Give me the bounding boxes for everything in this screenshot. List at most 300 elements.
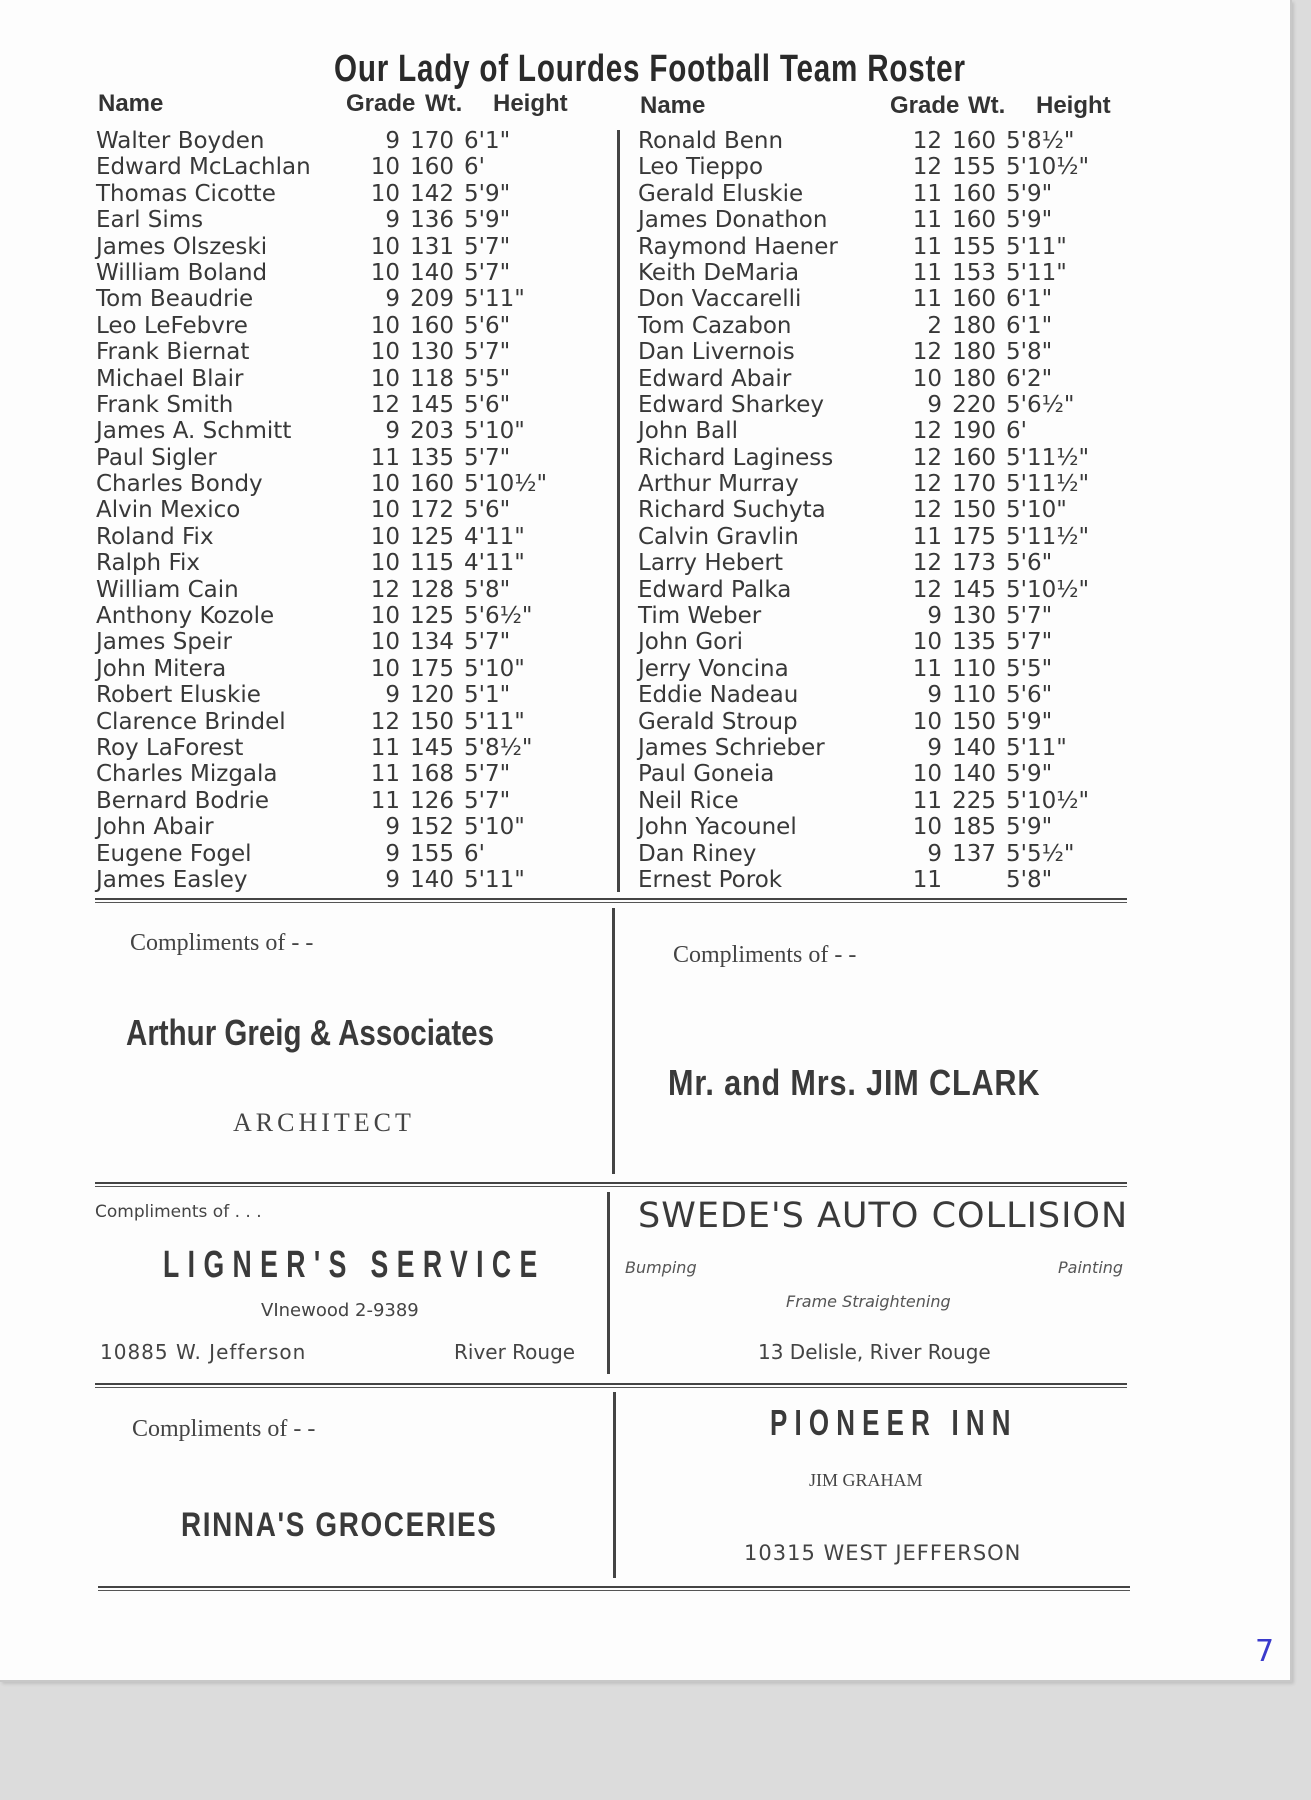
player-grade: 10 bbox=[370, 365, 400, 392]
roster-row bbox=[96, 524, 584, 550]
player-height: 5'5" bbox=[464, 365, 511, 392]
swede-frame: Frame Straightening bbox=[786, 1292, 951, 1311]
player-weight: 130 bbox=[952, 603, 996, 630]
roster-row bbox=[96, 603, 584, 629]
player-grade: 11 bbox=[912, 286, 942, 313]
player-weight: 145 bbox=[410, 391, 454, 418]
player-grade: 10 bbox=[912, 708, 942, 735]
player-grade: 12 bbox=[912, 339, 942, 366]
player-height: 6' bbox=[464, 154, 485, 181]
player-height: 5'10" bbox=[464, 655, 525, 682]
player-name: Calvin Gravlin bbox=[638, 523, 799, 550]
ligner-phone: VInewood 2-9389 bbox=[261, 1300, 419, 1321]
player-height: 5'6½" bbox=[464, 603, 533, 630]
player-grade: 12 bbox=[912, 154, 942, 181]
greig-name: Arthur Greig & Associates bbox=[126, 1012, 495, 1053]
player-weight: 137 bbox=[952, 840, 996, 867]
player-grade: 9 bbox=[927, 840, 942, 867]
player-name: Anthony Kozole bbox=[96, 603, 275, 630]
roster-row bbox=[638, 497, 1126, 523]
player-grade: 11 bbox=[912, 523, 942, 550]
player-name: Roland Fix bbox=[96, 523, 214, 550]
player-weight: 155 bbox=[952, 233, 996, 260]
player-height: 5'8" bbox=[1006, 339, 1053, 366]
player-name: James Speir bbox=[96, 629, 232, 656]
player-name: Ernest Porok bbox=[638, 866, 783, 893]
player-name: Paul Sigler bbox=[96, 444, 217, 471]
pioneer-address: 10315 WEST JEFFERSON bbox=[744, 1541, 1022, 1565]
roster-row bbox=[638, 577, 1126, 603]
player-height: 5'9" bbox=[1006, 207, 1053, 234]
roster-row bbox=[638, 735, 1126, 761]
ad-divider bbox=[607, 1192, 610, 1374]
player-grade: 11 bbox=[912, 866, 942, 893]
ad-divider bbox=[612, 908, 615, 1174]
player-height: 5'5" bbox=[1006, 655, 1053, 682]
player-grade: 9 bbox=[385, 814, 400, 841]
player-weight: 153 bbox=[952, 259, 996, 286]
player-name: Walter Boyden bbox=[96, 128, 265, 154]
player-name: Larry Hebert bbox=[638, 550, 784, 577]
player-height: 5'6" bbox=[464, 391, 511, 418]
player-grade: 12 bbox=[912, 128, 942, 154]
roster-row bbox=[96, 392, 584, 418]
player-name: Dan Riney bbox=[638, 840, 757, 867]
roster-row bbox=[638, 366, 1126, 392]
player-name: Ralph Fix bbox=[96, 550, 201, 577]
roster-row bbox=[96, 181, 584, 207]
player-weight: 145 bbox=[410, 734, 454, 761]
player-weight: 150 bbox=[952, 708, 996, 735]
player-height: 5'11½" bbox=[1006, 523, 1090, 550]
header-height-left: Height bbox=[493, 90, 568, 117]
pioneer-owner: JIM GRAHAM bbox=[809, 1470, 923, 1490]
ligner-name: LIGNER'S SERVICE bbox=[163, 1244, 546, 1286]
player-grade: 11 bbox=[912, 207, 942, 234]
player-name: Don Vaccarelli bbox=[638, 286, 802, 313]
player-grade: 11 bbox=[370, 734, 400, 761]
player-height: 5'11½" bbox=[1006, 471, 1090, 498]
player-weight: 134 bbox=[410, 629, 454, 656]
roster-left bbox=[96, 128, 584, 893]
roster-row bbox=[638, 841, 1126, 867]
roster-row bbox=[96, 841, 584, 867]
player-weight: 225 bbox=[952, 787, 996, 814]
swede-painting: Painting bbox=[1058, 1258, 1124, 1277]
player-height: 5'6½" bbox=[1006, 391, 1075, 418]
player-weight: 175 bbox=[410, 655, 454, 682]
player-grade: 9 bbox=[927, 682, 942, 709]
player-weight: 110 bbox=[952, 682, 996, 709]
player-name: Ronald Benn bbox=[638, 128, 784, 154]
player-weight: 190 bbox=[952, 418, 996, 445]
player-grade: 11 bbox=[912, 233, 942, 260]
player-height: 5'9" bbox=[464, 207, 511, 234]
player-name: John Mitera bbox=[96, 655, 227, 682]
player-height: 5'11" bbox=[464, 708, 525, 735]
roster-row bbox=[96, 366, 584, 392]
player-grade: 11 bbox=[370, 444, 400, 471]
player-grade: 9 bbox=[385, 840, 400, 867]
roster-row bbox=[96, 788, 584, 814]
header-wt-right: Wt. bbox=[968, 92, 1006, 119]
player-grade: 10 bbox=[370, 259, 400, 286]
player-weight: 170 bbox=[410, 128, 454, 154]
player-weight: 110 bbox=[952, 655, 996, 682]
ligner-compliments: Compliments of . . . bbox=[95, 1202, 262, 1222]
player-grade: 10 bbox=[370, 629, 400, 656]
player-weight: 115 bbox=[410, 550, 454, 577]
player-grade: 12 bbox=[912, 497, 942, 524]
divider-rule bbox=[98, 1586, 1130, 1591]
player-grade: 9 bbox=[385, 286, 400, 313]
player-weight: 173 bbox=[952, 550, 996, 577]
player-grade: 12 bbox=[912, 418, 942, 445]
header-name-right: Name bbox=[640, 92, 706, 119]
player-weight: 209 bbox=[410, 286, 454, 313]
roster-row bbox=[96, 761, 584, 787]
player-name: Richard Suchyta bbox=[638, 497, 826, 524]
roster-row bbox=[96, 234, 584, 260]
roster-row bbox=[638, 788, 1126, 814]
player-height: 5'7" bbox=[464, 259, 511, 286]
player-name: Paul Goneia bbox=[638, 761, 775, 788]
roster-row bbox=[638, 603, 1126, 629]
player-height: 5'7" bbox=[464, 787, 511, 814]
player-height: 5'9" bbox=[1006, 708, 1053, 735]
player-weight bbox=[950, 867, 1006, 893]
roster-row bbox=[96, 814, 584, 840]
player-height: 5'9" bbox=[1006, 814, 1053, 841]
player-height: 5'5½" bbox=[1006, 840, 1075, 867]
player-height: 5'6" bbox=[464, 497, 511, 524]
player-name: Keith DeMaria bbox=[638, 259, 800, 286]
player-weight: 168 bbox=[410, 761, 454, 788]
player-weight: 136 bbox=[410, 207, 454, 234]
player-name: Neil Rice bbox=[638, 787, 739, 814]
player-weight: 160 bbox=[410, 312, 454, 339]
player-weight: 135 bbox=[410, 444, 454, 471]
player-weight: 140 bbox=[952, 734, 996, 761]
roster-row bbox=[638, 656, 1126, 682]
player-weight: 160 bbox=[952, 286, 996, 313]
divider-rule bbox=[95, 1383, 1127, 1388]
player-grade: 9 bbox=[385, 207, 400, 234]
player-weight: 160 bbox=[952, 444, 996, 471]
player-name: Michael Blair bbox=[96, 365, 244, 392]
player-grade: 12 bbox=[370, 708, 400, 735]
player-name: Tim Weber bbox=[638, 603, 762, 630]
player-name: Tom Beaudrie bbox=[96, 286, 254, 313]
player-grade: 10 bbox=[912, 629, 942, 656]
player-name: Edward McLachlan bbox=[96, 154, 311, 181]
player-name: Roy LaForest bbox=[96, 734, 244, 761]
player-weight: 170 bbox=[952, 471, 996, 498]
player-name: Alvin Mexico bbox=[96, 497, 241, 524]
roster-row bbox=[96, 656, 584, 682]
roster-row bbox=[96, 313, 584, 339]
roster-row bbox=[638, 154, 1126, 180]
player-height: 5'10" bbox=[1006, 497, 1067, 524]
roster-row bbox=[96, 629, 584, 655]
player-height: 5'6" bbox=[1006, 682, 1053, 709]
player-grade: 9 bbox=[385, 866, 400, 893]
player-height: 5'11" bbox=[464, 866, 525, 893]
player-weight: 172 bbox=[410, 497, 454, 524]
player-weight: 160 bbox=[952, 207, 996, 234]
roster-row bbox=[638, 181, 1126, 207]
player-weight: 150 bbox=[410, 708, 454, 735]
player-name: Eugene Fogel bbox=[96, 840, 252, 867]
player-name: Eddie Nadeau bbox=[638, 682, 799, 709]
player-name: James Donathon bbox=[638, 207, 828, 234]
player-height: 5'8½" bbox=[464, 734, 533, 761]
player-height: 5'6" bbox=[1006, 550, 1053, 577]
player-grade: 10 bbox=[370, 497, 400, 524]
rinna-compliments: Compliments of - - bbox=[132, 1416, 316, 1442]
player-name: John Abair bbox=[96, 814, 214, 841]
player-name: John Gori bbox=[638, 629, 744, 656]
player-weight: 203 bbox=[410, 418, 454, 445]
player-grade: 9 bbox=[927, 603, 942, 630]
player-height: 5'6" bbox=[464, 312, 511, 339]
player-grade: 10 bbox=[370, 233, 400, 260]
roster-row bbox=[96, 709, 584, 735]
roster-row bbox=[96, 867, 584, 893]
player-weight: 175 bbox=[952, 523, 996, 550]
roster-row bbox=[96, 445, 584, 471]
player-height: 6'1" bbox=[1006, 312, 1053, 339]
roster-row bbox=[638, 709, 1126, 735]
player-grade: 9 bbox=[927, 734, 942, 761]
roster-row bbox=[638, 682, 1126, 708]
player-height: 5'10" bbox=[464, 814, 525, 841]
player-height: 4'11" bbox=[464, 550, 525, 577]
player-weight: 128 bbox=[410, 576, 454, 603]
player-name: William Cain bbox=[96, 576, 239, 603]
roster-row bbox=[96, 128, 584, 154]
greig-subtitle: ARCHITECT bbox=[233, 1108, 415, 1137]
player-height: 6'2" bbox=[1006, 365, 1053, 392]
player-grade: 10 bbox=[370, 180, 400, 207]
player-height: 5'7" bbox=[1006, 603, 1053, 630]
player-weight: 160 bbox=[410, 154, 454, 181]
ad-divider bbox=[613, 1392, 616, 1578]
greig-compliments: Compliments of - - bbox=[130, 930, 314, 956]
header-wt-left: Wt. bbox=[425, 90, 463, 117]
player-grade: 12 bbox=[912, 471, 942, 498]
roster-row bbox=[96, 735, 584, 761]
roster-row bbox=[638, 128, 1126, 154]
player-name: Gerald Eluskie bbox=[638, 180, 804, 207]
roster-row bbox=[96, 418, 584, 444]
player-name: John Ball bbox=[638, 418, 738, 445]
player-height: 5'9" bbox=[1006, 761, 1053, 788]
player-name: Edward Palka bbox=[638, 576, 792, 603]
player-weight: 145 bbox=[952, 576, 996, 603]
player-height: 5'8" bbox=[1006, 866, 1053, 893]
player-weight: 160 bbox=[410, 471, 454, 498]
roster-right bbox=[638, 128, 1126, 893]
roster-row bbox=[638, 471, 1126, 497]
page-title: Our Lady of Lourdes Football Team Roster bbox=[334, 48, 966, 90]
clark-compliments: Compliments of - - bbox=[673, 942, 857, 968]
player-name: Edward Sharkey bbox=[638, 391, 824, 418]
roster-row bbox=[96, 154, 584, 180]
player-height: 5'7" bbox=[464, 629, 511, 656]
ligner-city: River Rouge bbox=[454, 1340, 576, 1364]
player-grade: 10 bbox=[912, 761, 942, 788]
page-number: 7 bbox=[1255, 1634, 1275, 1669]
player-weight: 140 bbox=[410, 866, 454, 893]
player-name: Leo Tieppo bbox=[638, 154, 764, 181]
player-name: Edward Abair bbox=[638, 365, 792, 392]
divider-rule bbox=[95, 1182, 1127, 1187]
player-name: Arthur Murray bbox=[638, 471, 799, 498]
player-height: 5'8½" bbox=[1006, 128, 1075, 154]
player-name: Frank Biernat bbox=[96, 339, 250, 366]
player-grade: 11 bbox=[912, 655, 942, 682]
player-grade: 11 bbox=[912, 787, 942, 814]
player-grade: 10 bbox=[370, 603, 400, 630]
roster-row bbox=[638, 339, 1126, 365]
player-height: 6'1" bbox=[1006, 286, 1053, 313]
player-height: 5'8" bbox=[464, 576, 511, 603]
player-weight: 155 bbox=[410, 840, 454, 867]
player-height: 5'1" bbox=[464, 682, 511, 709]
roster-row bbox=[96, 682, 584, 708]
player-height: 5'7" bbox=[464, 444, 511, 471]
roster-row bbox=[638, 207, 1126, 233]
player-weight: 125 bbox=[410, 603, 454, 630]
roster-row bbox=[96, 260, 584, 286]
player-weight: 160 bbox=[952, 180, 996, 207]
player-height: 4'11" bbox=[464, 523, 525, 550]
player-weight: 120 bbox=[410, 682, 454, 709]
player-height: 5'11½" bbox=[1006, 444, 1090, 471]
header-grade-right: Grade bbox=[890, 92, 960, 119]
player-name: William Boland bbox=[96, 259, 268, 286]
player-grade: 10 bbox=[370, 339, 400, 366]
player-weight: 150 bbox=[952, 497, 996, 524]
player-name: Dan Livernois bbox=[638, 339, 795, 366]
player-height: 5'11" bbox=[1006, 734, 1067, 761]
player-name: James A. Schmitt bbox=[96, 418, 292, 445]
player-grade: 11 bbox=[370, 761, 400, 788]
player-weight: 140 bbox=[410, 259, 454, 286]
roster-row bbox=[638, 286, 1126, 312]
player-grade: 12 bbox=[370, 391, 400, 418]
player-grade: 9 bbox=[385, 682, 400, 709]
roster-row bbox=[96, 577, 584, 603]
player-name: Charles Bondy bbox=[96, 471, 263, 498]
player-grade: 2 bbox=[927, 312, 942, 339]
player-weight: 220 bbox=[952, 391, 996, 418]
player-weight: 180 bbox=[952, 365, 996, 392]
player-height: 5'9" bbox=[1006, 180, 1053, 207]
header-name-left: Name bbox=[98, 90, 164, 117]
player-height: 5'9" bbox=[464, 180, 511, 207]
player-grade: 10 bbox=[370, 523, 400, 550]
roster-divider bbox=[617, 130, 620, 892]
player-weight: 125 bbox=[410, 523, 454, 550]
player-grade: 9 bbox=[385, 128, 400, 154]
player-weight: 140 bbox=[952, 761, 996, 788]
roster-row bbox=[638, 814, 1126, 840]
roster-row bbox=[638, 550, 1126, 576]
player-name: Clarence Brindel bbox=[96, 708, 286, 735]
player-grade: 10 bbox=[370, 312, 400, 339]
player-weight: 152 bbox=[410, 814, 454, 841]
player-height: 5'7" bbox=[464, 233, 511, 260]
roster-row bbox=[96, 207, 584, 233]
player-height: 5'11" bbox=[464, 286, 525, 313]
player-height: 5'7" bbox=[464, 761, 511, 788]
player-height: 6' bbox=[1006, 418, 1027, 445]
player-weight: 118 bbox=[410, 365, 454, 392]
player-name: Raymond Haener bbox=[638, 233, 838, 260]
player-weight: 131 bbox=[410, 233, 454, 260]
roster-row bbox=[638, 392, 1126, 418]
ligner-address: 10885 W. Jefferson bbox=[100, 1340, 307, 1364]
roster-row bbox=[638, 313, 1126, 339]
player-name: Frank Smith bbox=[96, 391, 234, 418]
player-name: James Schrieber bbox=[638, 734, 825, 761]
header-height-right: Height bbox=[1036, 92, 1111, 119]
roster-row bbox=[638, 761, 1126, 787]
player-grade: 12 bbox=[912, 444, 942, 471]
player-height: 6'1" bbox=[464, 128, 511, 154]
player-height: 5'11" bbox=[1006, 233, 1067, 260]
player-name: Jerry Voncina bbox=[638, 655, 789, 682]
roster-row bbox=[96, 497, 584, 523]
roster-row bbox=[96, 550, 584, 576]
player-grade: 10 bbox=[912, 814, 942, 841]
roster-row bbox=[638, 524, 1126, 550]
player-grade: 11 bbox=[912, 180, 942, 207]
player-height: 5'10½" bbox=[1006, 154, 1090, 181]
roster-row bbox=[96, 339, 584, 365]
roster-row bbox=[638, 445, 1126, 471]
player-name: Robert Eluskie bbox=[96, 682, 261, 709]
player-weight: 135 bbox=[952, 629, 996, 656]
player-weight: 155 bbox=[952, 154, 996, 181]
player-name: Gerald Stroup bbox=[638, 708, 798, 735]
player-grade: 10 bbox=[370, 550, 400, 577]
player-grade: 10 bbox=[370, 154, 400, 181]
rinna-name: RINNA'S GROCERIES bbox=[181, 1506, 498, 1544]
player-name: Charles Mizgala bbox=[96, 761, 278, 788]
player-height: 5'7" bbox=[464, 339, 511, 366]
player-name: Richard Laginess bbox=[638, 444, 834, 471]
player-height: 5'10½" bbox=[1006, 576, 1090, 603]
clark-name: Mr. and Mrs. JIM CLARK bbox=[668, 1062, 1041, 1103]
player-weight: 142 bbox=[410, 180, 454, 207]
player-name: Leo LeFebvre bbox=[96, 312, 248, 339]
player-name: Bernard Bodrie bbox=[96, 787, 270, 814]
player-grade: 12 bbox=[370, 576, 400, 603]
divider-rule bbox=[95, 898, 1127, 903]
player-height: 5'10" bbox=[464, 418, 525, 445]
player-weight: 180 bbox=[952, 339, 996, 366]
swede-address: 13 Delisle, River Rouge bbox=[758, 1340, 991, 1364]
player-grade: 11 bbox=[912, 259, 942, 286]
player-grade: 10 bbox=[370, 471, 400, 498]
player-name: Earl Sims bbox=[96, 207, 204, 234]
player-height: 5'7" bbox=[1006, 629, 1053, 656]
player-weight: 126 bbox=[410, 787, 454, 814]
player-weight: 185 bbox=[952, 814, 996, 841]
